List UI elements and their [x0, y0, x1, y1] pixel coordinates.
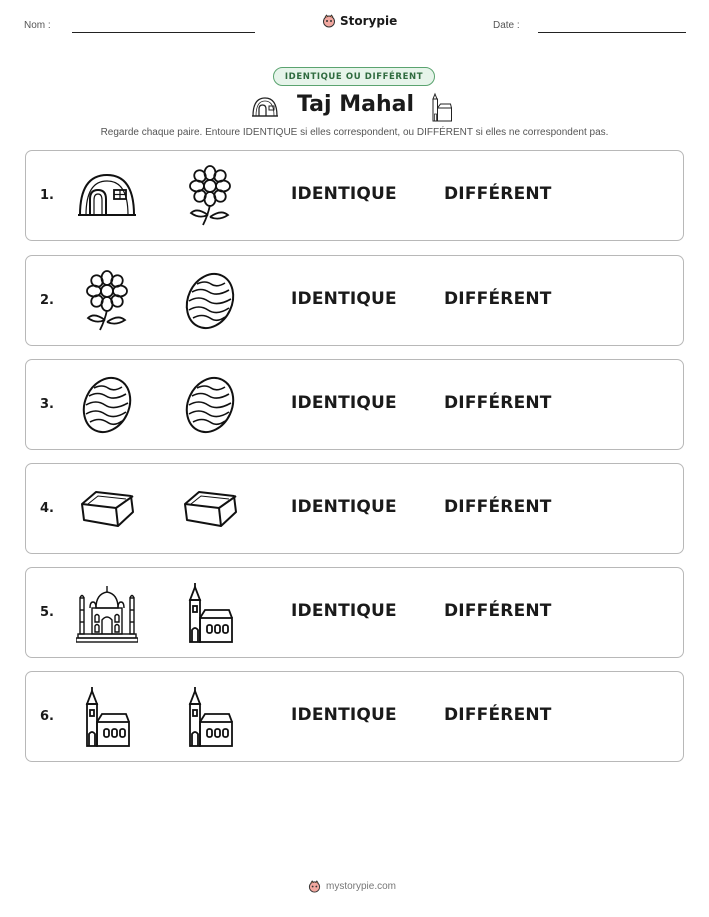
- option-identique[interactable]: IDENTIQUE: [291, 184, 397, 204]
- option-identique[interactable]: IDENTIQUE: [291, 289, 397, 309]
- option-identique[interactable]: IDENTIQUE: [291, 601, 397, 621]
- option-different[interactable]: DIFFÉRENT: [444, 289, 552, 309]
- striped-egg-icon: [76, 374, 138, 436]
- question-row-4: [25, 463, 684, 554]
- striped-egg-icon: [179, 374, 241, 436]
- striped-egg-icon: [179, 270, 241, 332]
- church-icon: [430, 92, 454, 122]
- row-number: 3.: [40, 397, 54, 412]
- question-row-6: [25, 671, 684, 762]
- option-different[interactable]: DIFFÉRENT: [444, 497, 552, 517]
- question-row-3: [25, 359, 684, 450]
- brand-name: Storypie: [340, 14, 398, 28]
- soap-bar-icon: [76, 478, 138, 540]
- church-icon: [76, 686, 138, 748]
- question-row-2: [25, 255, 684, 346]
- name-line[interactable]: [72, 32, 255, 33]
- instructions: Regarde chaque paire. Entoure IDENTIQUE si elles correspondent, ou DIFFÉRENT si elles ne correspondent pas.: [100, 127, 609, 138]
- row-number: 1.: [40, 188, 54, 203]
- row-number: 2.: [40, 293, 54, 308]
- name-label: Nom :: [24, 20, 51, 31]
- date-label: Date :: [493, 20, 520, 31]
- row-number: 6.: [40, 709, 54, 724]
- row-number: 5.: [40, 605, 54, 620]
- church-icon: [179, 686, 241, 748]
- question-row-5: [25, 567, 684, 658]
- date-line[interactable]: [538, 32, 686, 33]
- option-different[interactable]: DIFFÉRENT: [444, 705, 552, 725]
- question-row-1: [25, 150, 684, 241]
- brand-logo: [322, 14, 397, 28]
- taj-mahal-icon: [76, 582, 138, 644]
- option-different[interactable]: DIFFÉRENT: [444, 601, 552, 621]
- storypie-mascot-icon: [322, 14, 336, 28]
- option-identique[interactable]: IDENTIQUE: [291, 705, 397, 725]
- footer-url[interactable]: mystorypie.com: [326, 881, 397, 892]
- option-different[interactable]: DIFFÉRENT: [444, 393, 552, 413]
- option-identique[interactable]: IDENTIQUE: [291, 497, 397, 517]
- worksheet-title: Taj Mahal: [297, 92, 415, 117]
- option-identique[interactable]: IDENTIQUE: [291, 393, 397, 413]
- soap-bar-icon: [179, 478, 241, 540]
- option-different[interactable]: DIFFÉRENT: [444, 184, 552, 204]
- flower-icon: [179, 165, 241, 227]
- storypie-mascot-icon: [308, 880, 321, 893]
- church-icon: [179, 582, 241, 644]
- title-row: [250, 92, 460, 122]
- footer: [308, 880, 396, 893]
- worksheet-type-badge: IDENTIQUE OU DIFFÉRENT: [273, 67, 435, 86]
- row-number: 4.: [40, 501, 54, 516]
- igloo-icon: [76, 165, 138, 227]
- flower-icon: [76, 270, 138, 332]
- igloo-icon: [250, 94, 280, 118]
